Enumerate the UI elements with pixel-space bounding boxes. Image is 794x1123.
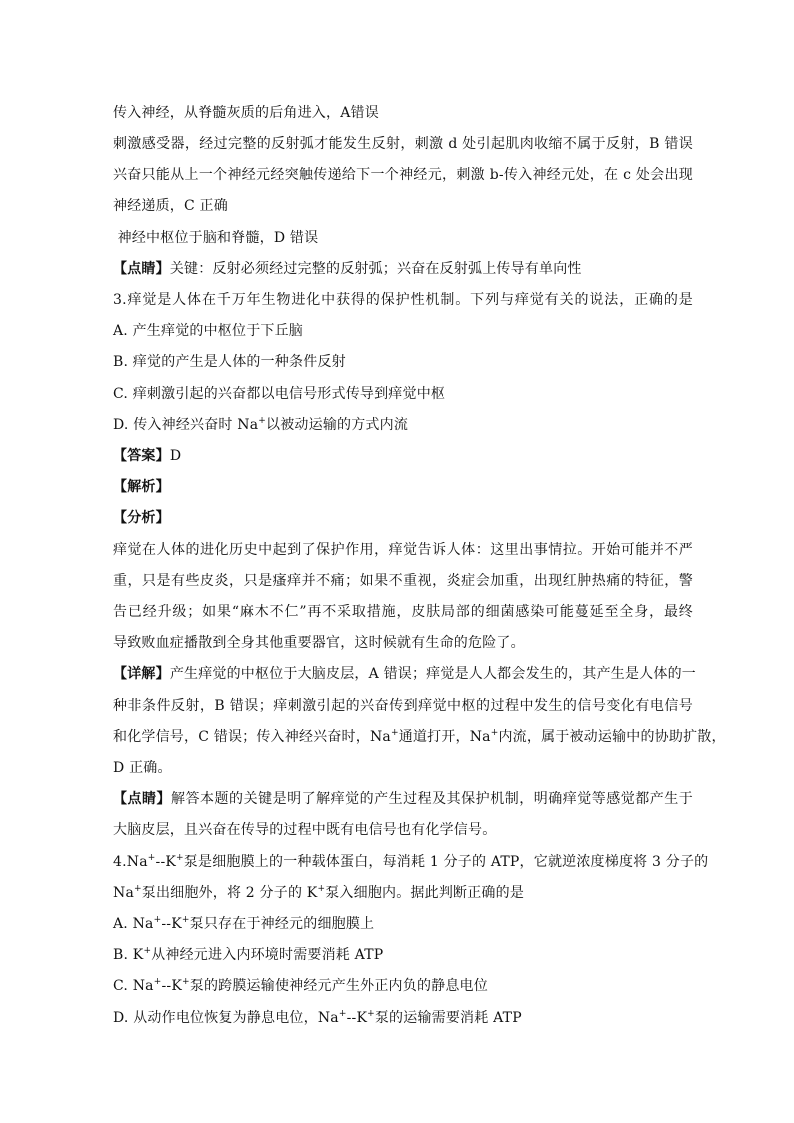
question-4-stem xyxy=(113,852,709,872)
note-text: 解答本题的关键是明了解痒觉的产生过程及其保护机制，明确痒觉等感觉都产生于 xyxy=(171,791,693,807)
superscript: + xyxy=(317,884,326,894)
text-segment: 内流，属于被动运输中的协助扩散， xyxy=(498,729,726,745)
detail-line xyxy=(113,664,696,684)
superscript: + xyxy=(147,853,156,863)
text-line: 告已经升级；如果“麻木不仁”再不采取措施，皮肤局部的细菌感染可能蔓延至全身，最终 xyxy=(113,604,693,620)
text-segment: 4.Na xyxy=(113,854,148,870)
text-segment: C. Na xyxy=(113,978,154,994)
text-line: 导致败血症播散到全身其他重要器官，这时候就有生命的危险了。 xyxy=(113,635,525,651)
text-line: 神经中枢位于脑和脊髓，D 错误 xyxy=(113,230,319,246)
text-line: 传入神经，从脊髓灰质的后角进入，A错误 xyxy=(113,105,379,121)
superscript: + xyxy=(181,915,190,925)
subanalysis-heading: 【分析】 xyxy=(113,510,170,526)
text-line: 痒觉在人体的进化历史中起到了保护作用，痒觉告诉人体：这里出事情拉。开始可能并不严 xyxy=(113,542,693,558)
superscript: + xyxy=(143,946,152,956)
option-d xyxy=(113,415,693,435)
option-a: A. 产生痒觉的中枢位于下丘脑 xyxy=(113,323,304,339)
text-line: 种非条件反射，B 错误；痒刺激引起的兴奋传到痒觉中枢的过程中发生的信号变化有电信号 xyxy=(113,698,693,714)
note-text: 关键：反射必须经过完整的反射弧；兴奋在反射弧上传导有单向性 xyxy=(169,261,582,277)
superscript: + xyxy=(390,728,399,738)
option-c: C. 痒刺激引起的兴奋都以电信号形式传导到痒觉中枢 xyxy=(113,386,446,402)
text-line: 重，只是有些皮炎，只是瘙痒并不痛；如果不重视，炎症会加重，出现红肿热痛的特征，警 xyxy=(113,573,693,589)
detail-text: 产生痒觉的中枢位于大脑皮层，A 错误；痒觉是人人都会发生的，其产生是人体的一 xyxy=(169,666,696,682)
text-segment: 通道打开，Na xyxy=(398,729,491,745)
text-line xyxy=(113,727,726,747)
detail-tag: 【详解】 xyxy=(113,666,170,682)
option-b xyxy=(113,945,693,965)
text-segment: 泵入细胞内。据此判断正确的是 xyxy=(325,885,525,901)
superscript: + xyxy=(490,728,499,738)
note-line xyxy=(113,259,693,279)
superscript: + xyxy=(367,1009,375,1019)
superscript: + xyxy=(153,915,162,925)
text-segment: 和化学信号，C 错误；传入神经兴奋时，Na xyxy=(113,729,391,745)
text-line: D 正确。 xyxy=(113,760,172,776)
text-segment: A. Na xyxy=(113,916,154,932)
option-a xyxy=(113,914,693,934)
text-segment: D. 从动作电位恢复为静息电位，Na xyxy=(113,1010,339,1026)
answer-line xyxy=(113,446,693,466)
text-segment: B. K xyxy=(113,947,144,963)
text-segment: --K xyxy=(161,978,182,994)
note-tag: 【点睛】 xyxy=(113,261,170,277)
superscript: + xyxy=(338,1009,347,1019)
option-d-text: D. 传入神经兴奋时 Na xyxy=(113,417,259,433)
text-segment: 泵是细胞膜上的一种载体蛋白，每消耗 1 分子的 ATP，它就逆浓度梯度将 3 分子的 xyxy=(183,854,709,870)
option-b: B. 痒觉的产生是人体的一种条件反射 xyxy=(113,354,346,370)
text-segment: 从神经元进入内环境时需要消耗 ATP xyxy=(151,947,384,963)
superscript: + xyxy=(134,884,142,894)
text-segment: --K xyxy=(161,916,182,932)
analysis-heading: 【解析】 xyxy=(113,479,170,495)
superscript: + xyxy=(153,977,162,987)
option-c xyxy=(113,976,693,996)
text-segment: Na xyxy=(113,885,134,901)
answer-tag: 【答案】 xyxy=(113,448,170,464)
superscript: + xyxy=(258,416,267,426)
text-segment: 泵的跨膜运输使神经元产生外正内负的静息电位 xyxy=(189,978,488,994)
text-line: 神经递质，C 正确 xyxy=(113,198,228,214)
option-d-text: 以被动运输的方式内流 xyxy=(266,417,409,433)
text-segment: 泵只存在于神经元的细胞膜上 xyxy=(189,916,375,932)
question-4-stem-cont xyxy=(113,883,693,903)
text-line: 兴奋只能从上一个神经元经突触传递给下一个神经元，刺激 b-传入神经元处，在 c 处会出现 xyxy=(113,167,693,183)
note-tag: 【点睛】 xyxy=(113,791,172,807)
note-line xyxy=(113,789,693,809)
superscript: + xyxy=(182,977,190,987)
text-segment: --K xyxy=(155,854,177,870)
text-line: 大脑皮层，且兴奋在传导的过程中既有电信号也有化学信号。 xyxy=(113,822,497,838)
text-line: 刺激感受器，经过完整的反射弧才能发生反射，刺激 d 处引起肌肉收缩不属于反射，B 错误 xyxy=(113,136,693,152)
superscript: + xyxy=(176,853,184,863)
text-segment: 泵的运输需要消耗 ATP xyxy=(374,1010,522,1026)
question-3-stem: 3.痒觉是人体在千万年生物进化中获得的保护性机制。下列与痒觉有关的说法，正确的是 xyxy=(113,292,693,308)
text-segment: --K xyxy=(346,1010,368,1026)
answer-value: D xyxy=(169,448,182,464)
option-d xyxy=(113,1008,693,1028)
text-segment: 泵出细胞外，将 2 分子的 K xyxy=(141,885,318,901)
